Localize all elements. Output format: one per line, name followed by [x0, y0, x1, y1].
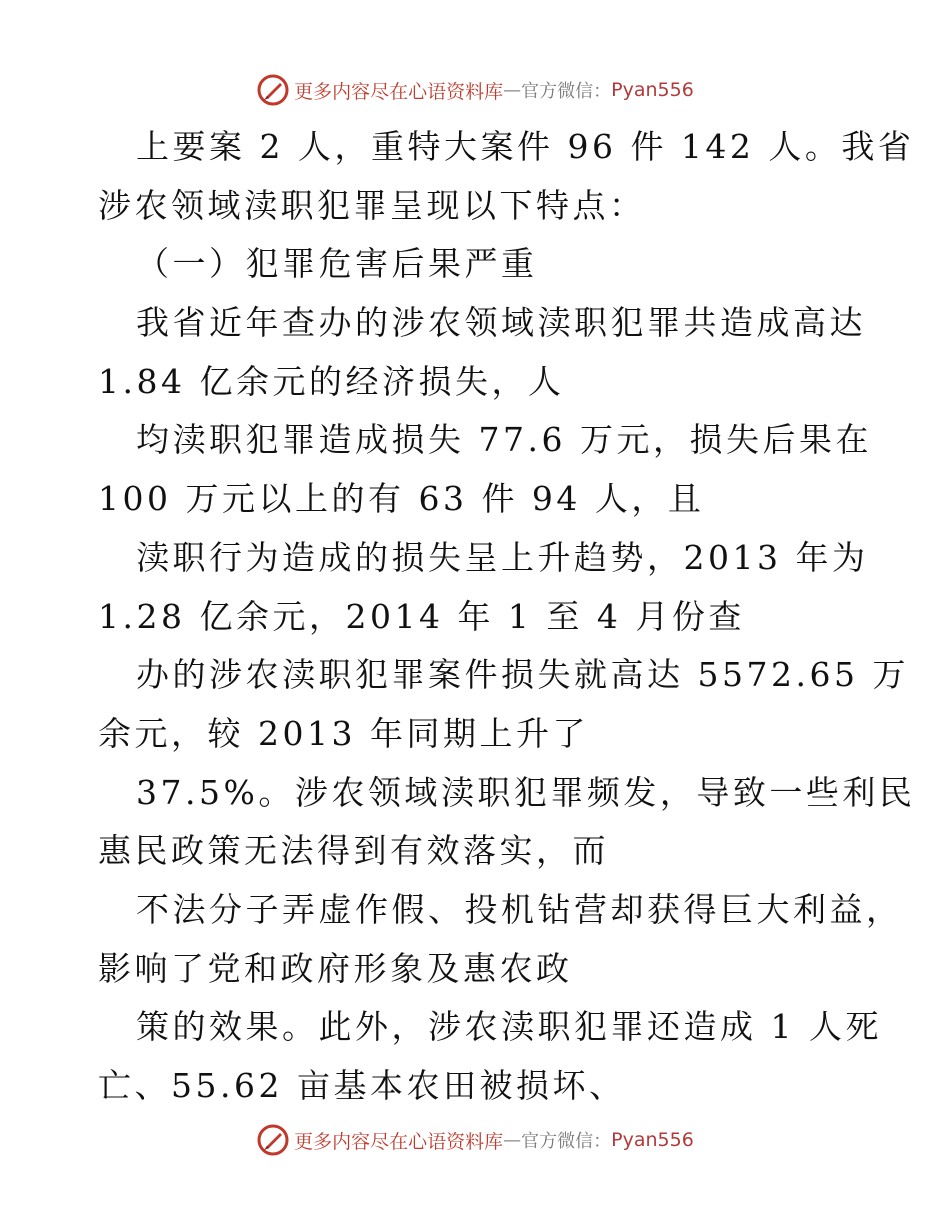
text-line: 我省近年查办的涉农领域渎职犯罪共造成高达 — [136, 303, 866, 343]
text-line: 策的效果。此外，涉农渎职犯罪还造成 1 人死 — [136, 1007, 882, 1047]
watermark-header — [0, 70, 950, 110]
quill-logo-icon — [256, 1123, 290, 1157]
text-line: 37.5%。涉农领域渎职犯罪频发，导致一些利民 — [136, 772, 916, 812]
text-line: 渎职行为造成的损失呈上升趋势，2013 年为 — [136, 537, 869, 577]
text-line: 均渎职犯罪造成损失 77.6 万元，损失后果在 — [136, 420, 872, 460]
text-line: 上要案 2 人，重特大案件 96 件 142 人。我省 — [136, 127, 915, 166]
text-line: 1.28 亿余元，2014 年 1 至 4 月份查 — [98, 596, 745, 636]
text-line: 影响了党和政府形象及惠农政 — [98, 948, 573, 988]
text-line: 办的涉农渎职犯罪案件损失就高达 5572.65 万 — [136, 655, 909, 695]
text-line: 100 万元以上的有 63 件 94 人，且 — [98, 479, 705, 519]
text-line: 惠民政策无法得到有效落实，而 — [98, 831, 609, 871]
text-line: 余元，较 2013 年同期上升了 — [98, 713, 589, 753]
watermark-footer — [0, 1120, 950, 1160]
watermark-sub-text: 官方微信： — [521, 81, 612, 102]
text-line: 涉农领域渎职犯罪呈现以下特点： — [98, 185, 646, 225]
document-body — [98, 118, 916, 1116]
quill-logo-icon — [256, 73, 290, 107]
watermark-id: Pyan556 — [611, 1129, 694, 1151]
text-line: 不法分子弄虚作假、投机钻营却获得巨大利益， — [136, 889, 903, 929]
watermark-main-text: 更多内容尽在心语资料库 — [294, 1130, 504, 1153]
watermark-main-text: 更多内容尽在心语资料库 — [294, 80, 504, 103]
watermark-sub-text: 官方微信： — [521, 1131, 612, 1152]
watermark-separator: — — [503, 1129, 522, 1151]
section-heading: （一）犯罪危害后果严重 — [136, 244, 538, 284]
text-line: 亡、55.62 亩基本农田被损坏、 — [98, 1066, 626, 1105]
watermark-separator: — — [503, 79, 522, 101]
watermark-id: Pyan556 — [611, 79, 694, 101]
text-line: 1.84 亿余元的经济损失，人 — [98, 361, 565, 401]
